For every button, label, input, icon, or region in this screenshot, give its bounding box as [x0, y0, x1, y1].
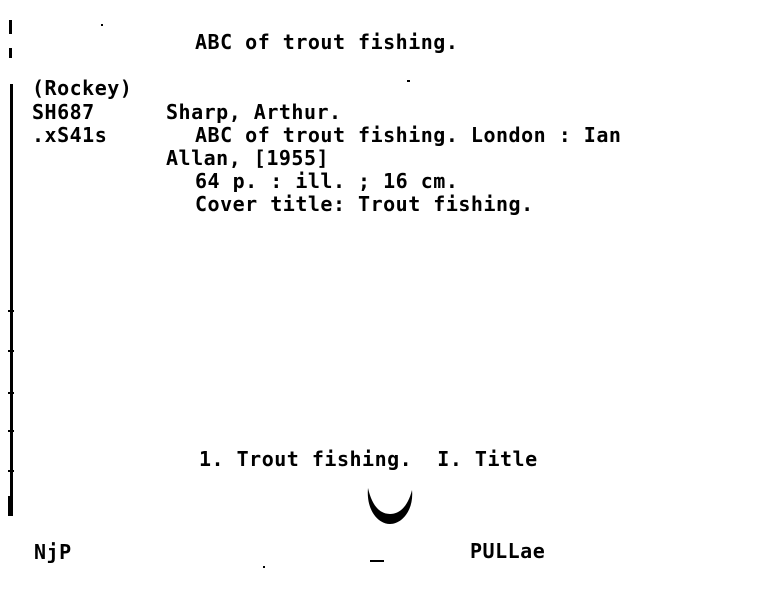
heading-title: ABC of trout fishing.: [195, 30, 459, 54]
title-statement-line-1: ABC of trout fishing. London : Ian: [195, 123, 622, 147]
edge-mark: [8, 392, 14, 394]
scan-speck: [370, 560, 384, 562]
title-statement-line-2: Allan, [1955]: [166, 146, 330, 170]
scan-speck: [407, 80, 410, 82]
card-punch-hole: [364, 484, 416, 528]
note: Cover title: Trout fishing.: [195, 192, 534, 216]
edge-mark: [8, 350, 14, 352]
edge-mark: [9, 48, 12, 58]
edge-mark: [9, 20, 12, 34]
edge-mark: [8, 470, 14, 472]
footer-library-code: NjP: [34, 540, 72, 564]
edge-mark: [8, 310, 14, 312]
edge-mark: [8, 496, 13, 516]
footer-cataloger-code: PULLae: [470, 539, 546, 563]
author-entry: Sharp, Arthur.: [166, 100, 342, 124]
tracings: 1. Trout fishing. I. Title: [199, 447, 538, 471]
location-label: (Rockey): [32, 76, 133, 100]
scan-speck: [263, 566, 265, 568]
call-number-class: SH687: [32, 100, 95, 124]
card-left-edge: [10, 84, 13, 516]
collation: 64 p. : ill. ; 16 cm.: [195, 169, 459, 193]
call-number-cutter: .xS41s: [32, 123, 108, 147]
edge-mark: [8, 430, 14, 432]
scan-speck: [101, 24, 103, 26]
